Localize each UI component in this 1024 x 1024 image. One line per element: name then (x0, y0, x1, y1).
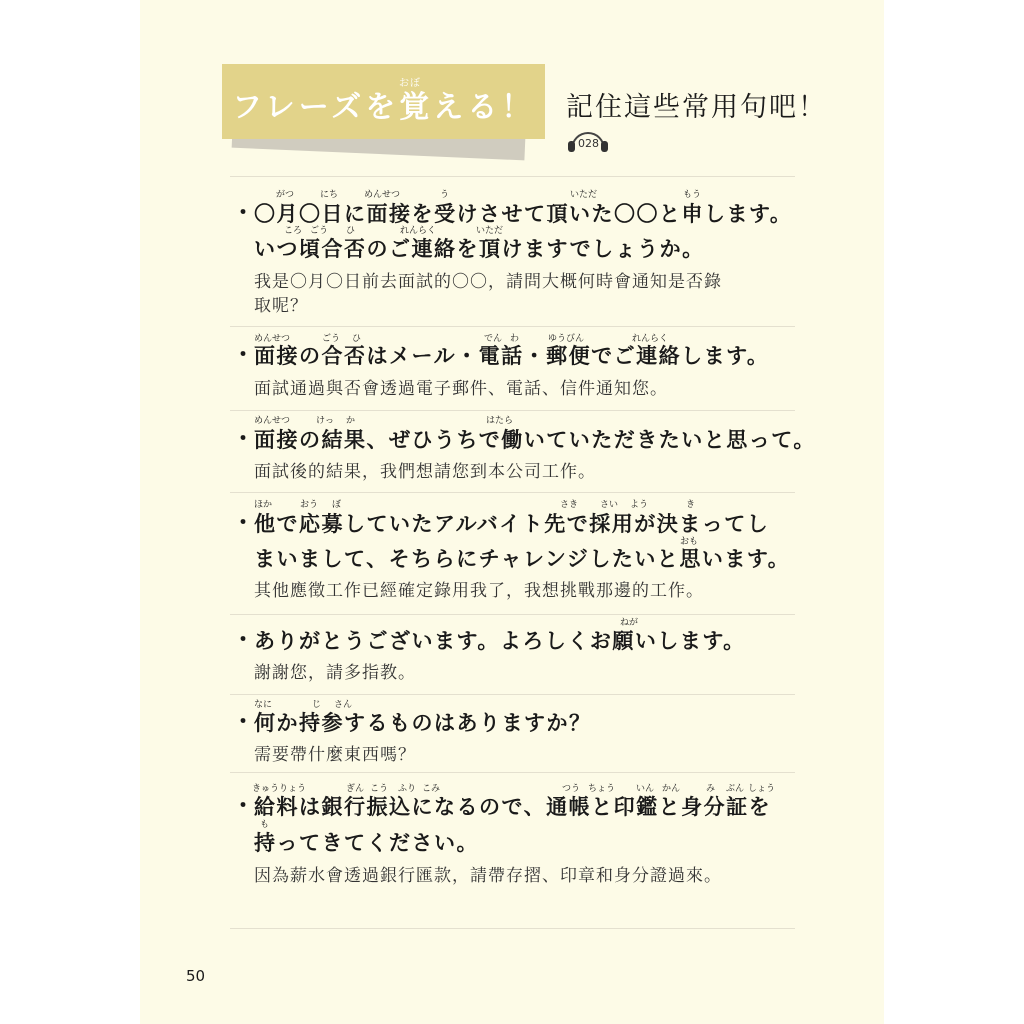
ruby-text: はたら (486, 416, 514, 426)
bullet: ・ (232, 628, 255, 653)
ruled-line (230, 928, 795, 929)
ruby-text: れんらく (400, 226, 437, 236)
track-number: 028 (578, 137, 599, 150)
bullet: ・ (232, 511, 255, 536)
bullet: ・ (232, 710, 255, 735)
title-ruby: おぼ (399, 78, 421, 89)
ruled-line (230, 492, 795, 493)
phrase-japanese: 給料は銀行振込になるので、通帳と印鑑と身分証を (254, 795, 772, 819)
ruled-line (230, 614, 795, 615)
ruby-text: き (686, 500, 696, 510)
ruby-text: めんせつ (364, 190, 401, 200)
ruled-line (230, 772, 795, 773)
ruby-text: さき (560, 500, 579, 510)
phrase-chinese: 取呢？ (254, 296, 308, 316)
ruby-text: ひ (352, 334, 362, 344)
phrase-japanese: ありがとうございます。よろしくお願いします。 (254, 629, 746, 653)
phrase-japanese: 持ってきてください。 (254, 831, 479, 855)
ruby-text: ごう (310, 226, 329, 236)
ruby-text: でん (484, 334, 503, 344)
ruby-text: か (346, 416, 356, 426)
ruby-text: さい (600, 500, 619, 510)
ruby-text: ごう (322, 334, 341, 344)
section-title: フレーズを覚える！ (232, 90, 536, 125)
ruby-text: もう (683, 190, 702, 200)
ruby-text: つう (562, 784, 581, 794)
bullet: ・ (232, 427, 255, 452)
ruby-text: さん (334, 700, 353, 710)
phrase-japanese: いつ頃合否のご連絡を頂けますでしょうか。 (254, 237, 705, 261)
phrase-chinese: 我是〇月〇日前去面試的〇〇，請問大概何時會通知是否錄 (254, 272, 722, 292)
ruled-line (230, 326, 795, 327)
ruby-text: ねが (620, 618, 639, 628)
bullet: ・ (232, 201, 255, 226)
phrase-japanese: まいまして、そちらにチャレンジしたいと思います。 (254, 547, 791, 571)
bullet: ・ (232, 794, 255, 819)
ruby-text: じ (312, 700, 322, 710)
phrase-chinese: 面試後的結果，我們想請您到本公司工作。 (254, 462, 596, 482)
phrase-chinese: 因為薪水會透過銀行匯款，請帶存摺、印章和身分證過來。 (254, 866, 722, 886)
ruby-text: も (260, 820, 270, 830)
ruby-text: おも (680, 537, 699, 547)
ruby-text: ちょう (588, 784, 616, 794)
ruby-text: ぎん (346, 784, 365, 794)
section-subtitle: 記住這些常用句吧！ (566, 92, 827, 123)
phrase-japanese: 何か持参するものはありますか？ (254, 711, 592, 735)
phrase-japanese: 面接の結果、ぜひうちで働いていただきたいと思って。 (254, 428, 816, 452)
ruby-text: いただ (570, 190, 598, 200)
headphones-icon[interactable] (568, 132, 612, 152)
phrase-chinese: 面試通過與否會透過電子郵件、電話、信件通知您。 (254, 379, 668, 399)
ruby-text: がつ (276, 190, 295, 200)
ruby-text: しょう (748, 784, 776, 794)
ruled-line (230, 176, 795, 177)
ruby-text: にち (320, 190, 339, 200)
ruby-text: よう (630, 500, 649, 510)
ruby-text: かん (662, 784, 681, 794)
phrase-japanese: 面接の合否はメール・電話・郵便でご連絡します。 (254, 344, 770, 368)
ruby-text: れんらく (632, 334, 669, 344)
ruby-text: ころ (284, 226, 303, 236)
ruby-text: ふり (398, 784, 417, 794)
ruby-text: こう (370, 784, 389, 794)
ruby-text: いただ (476, 226, 504, 236)
ruby-text: う (440, 190, 450, 200)
phrase-chinese: 其他應徵工作已經確定錄用我了，我想挑戰那邊的工作。 (254, 581, 704, 601)
phrase-chinese: 謝謝您，請多指教。 (254, 663, 416, 683)
ruby-text: なに (254, 700, 273, 710)
ruby-text: ひ (346, 226, 356, 236)
ruby-text: きゅうりょう (252, 784, 307, 794)
ruby-text: わ (510, 334, 520, 344)
phrase-japanese: 〇月〇日に面接を受けさせて頂いた〇〇と申します。 (254, 202, 793, 226)
phrase-chinese: 需要帶什麼東西嗎？ (254, 745, 416, 765)
ruby-text: けっ (316, 416, 335, 426)
ruby-text: こみ (422, 784, 441, 794)
ruby-text: めんせつ (254, 334, 291, 344)
ruby-text: ゆうびん (548, 334, 585, 344)
ruby-text: めんせつ (254, 416, 291, 426)
headphones-left-ear (568, 141, 575, 152)
ruby-text: いん (636, 784, 655, 794)
headphones-right-ear (601, 141, 608, 152)
ruled-line (230, 410, 795, 411)
ruby-text: ぼ (332, 500, 342, 510)
ruby-text: み (706, 784, 716, 794)
ruby-text: ほか (254, 500, 273, 510)
ruby-text: ぶん (726, 784, 745, 794)
phrase-japanese: 他で応募していたアルバイト先で採用が決まってし (254, 512, 770, 536)
bullet: ・ (232, 343, 255, 368)
page-number: 50 (186, 967, 206, 985)
ruled-line (230, 694, 795, 695)
ruby-text: おう (300, 500, 319, 510)
